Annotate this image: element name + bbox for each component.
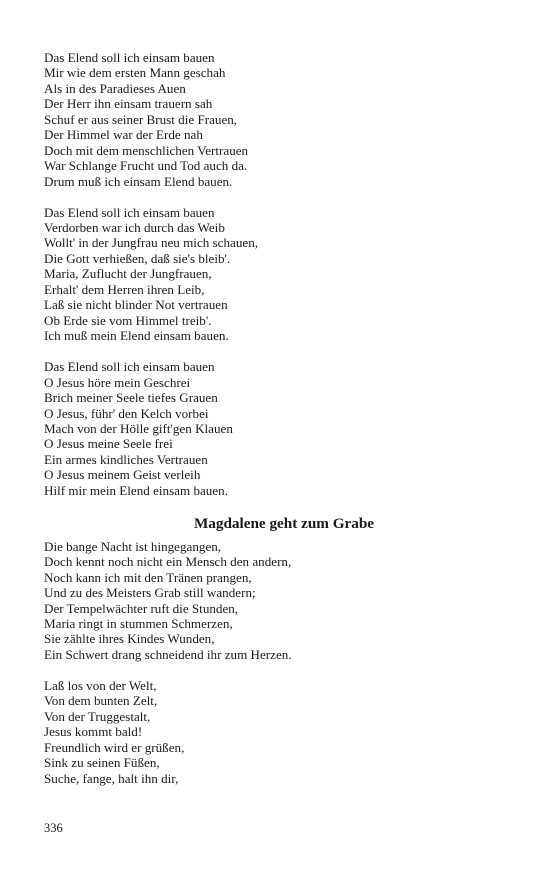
verse-line: Jesus kommt bald! — [44, 724, 143, 740]
verse-line: Von dem bunten Zelt, — [44, 693, 158, 709]
verse-line: Von der Truggestalt, — [44, 708, 151, 724]
verse-line: Laß los von der Welt, — [44, 677, 157, 693]
verse-line: Freundlich wird er grüßen, — [44, 739, 185, 755]
verse-line: Schuf er aus seiner Brust die Frauen, — [44, 111, 238, 127]
verse-line: Maria ringt in stummen Schmerzen, — [44, 616, 233, 631]
verse-line: Das Elend soll ich einsam bauen — [44, 204, 215, 220]
verse-line: Mach von der Hölle gift'gen Klauen — [44, 420, 233, 436]
verse-line: Die Gott verhießen, daß sie's bleib'. — [44, 250, 231, 266]
verse-line: Maria, Zuflucht der Jungfrauen, — [44, 266, 212, 282]
stanza — [44, 539, 514, 663]
verse-line: Wollt' in der Jungfrau neu mich schauen, — [44, 235, 259, 251]
verse-line: Mir wie dem ersten Mann geschah — [44, 65, 226, 81]
verse-line: War Schlange Frucht und Tod auch da. — [44, 158, 248, 174]
verse-line: O Jesus höre mein Geschrei — [44, 374, 191, 390]
verse-line: Der Himmel war der Erde nah — [44, 127, 203, 143]
verse-line: Und zu des Meisters Grab still wandern; — [44, 585, 256, 601]
verse-line: Das Elend soll ich einsam bauen — [44, 50, 215, 65]
verse-line: Ob Erde sie vom Himmel treib'. — [44, 312, 212, 328]
poem-magdalene — [44, 539, 514, 786]
verse-line: O Jesus meinem Geist verleih — [44, 467, 201, 483]
verse-line: Ich muß mein Elend einsam bauen. — [44, 328, 229, 344]
stanza — [44, 678, 514, 786]
verse-line: Die bange Nacht ist hingegangen, — [44, 538, 222, 554]
verse-line: Doch mit dem menschlichen Vertrauen — [44, 142, 249, 158]
verse-line: Das Elend soll ich einsam bauen — [44, 359, 215, 375]
verse-line: O Jesus meine Seele frei — [44, 436, 173, 452]
poem-elend — [44, 50, 514, 498]
verse-line: Suche, fange, halt ihn dir, — [44, 770, 179, 786]
verse-line: Verdorben war ich durch das Weib — [44, 220, 225, 236]
verse-line: O Jesus, führ' den Kelch vorbei — [44, 405, 209, 421]
verse-line: Als in des Paradieses Auen — [44, 80, 186, 96]
verse-line: Erhalt' dem Herren ihren Leib, — [44, 281, 205, 297]
page-number: 336 — [44, 821, 63, 835]
verse-line: Hilf mir mein Elend einsam bauen. — [44, 482, 228, 498]
verse-line: Drum muß ich einsam Elend bauen. — [44, 173, 233, 189]
verse-line: Doch kennt noch nicht ein Mensch den andern, — [44, 554, 292, 570]
stanza — [44, 205, 514, 344]
verse-line: Der Tempelwächter ruft die Stunden, — [44, 600, 239, 616]
poem-title: Magdalene geht zum Grabe — [193, 514, 375, 532]
page-content — [44, 50, 514, 802]
verse-line: Noch kann ich mit den Tränen prangen, — [44, 569, 252, 585]
verse-line: Sie zählte ihres Kindes Wunden, — [44, 631, 215, 647]
verse-line: Ein armes kindliches Vertrauen — [44, 451, 208, 467]
verse-line: Laß sie nicht blinder Not vertrauen — [44, 297, 228, 313]
stanza — [44, 359, 514, 498]
verse-line: Brich meiner Seele tiefes Grauen — [44, 390, 218, 406]
verse-line: Sink zu seinen Füßen, — [44, 755, 160, 771]
verse-line: Ein Schwert drang schneidend ihr zum Herzen. — [44, 646, 292, 662]
stanza — [44, 50, 514, 189]
verse-line: Der Herr ihn einsam trauern sah — [44, 96, 213, 112]
